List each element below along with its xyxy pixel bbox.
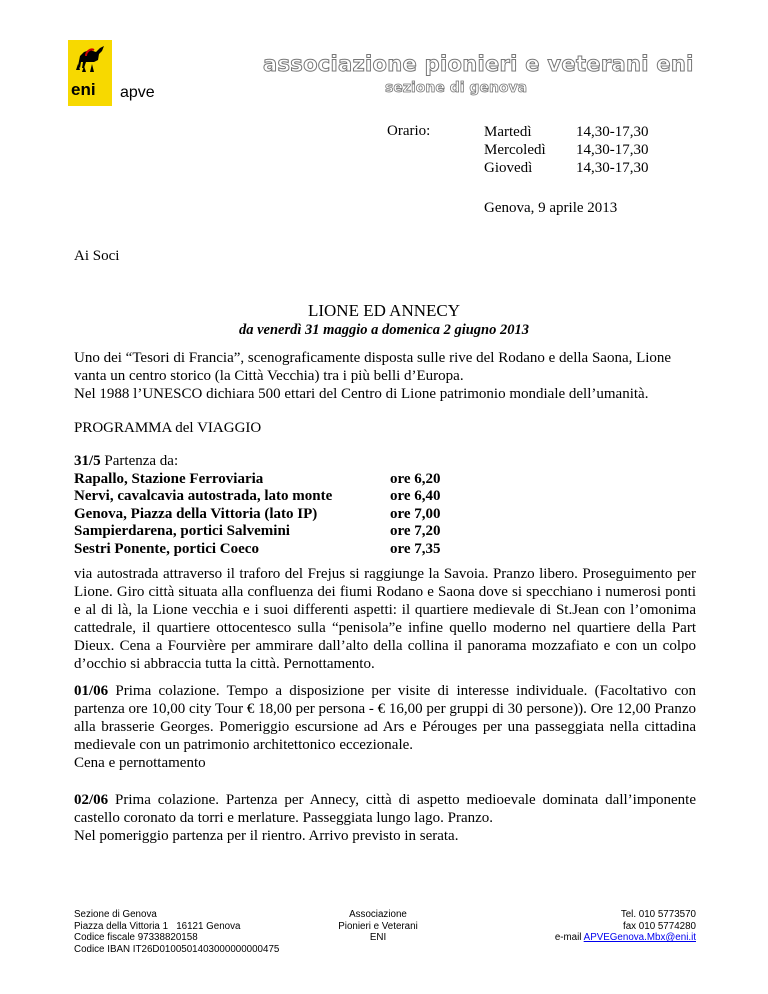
schedule-table [484, 123, 649, 177]
letter-date: Genova, 9 aprile 2013 [484, 200, 618, 216]
stop-place: Genova, Piazza della Vittoria (lato IP) [74, 505, 318, 522]
day3-text: Prima colazione. Partenza per Annecy, città di aspetto medioevale dominata dall’imponente castello coronato da torri e merlature. Passeggiata lungo lago. Pranzo. [74, 792, 696, 826]
footer-line: Pionieri e Veterani [338, 920, 418, 932]
stop-place: Sestri Ponente, portici Coeco [74, 540, 259, 557]
footer-contacts [520, 909, 696, 944]
departure-list [74, 453, 441, 558]
stop-place: Nervi, cavalcavia autostrada, lato monte [74, 488, 333, 504]
footer-line: Codice fiscale 97338820158 [74, 932, 198, 943]
departure-heading [74, 453, 441, 471]
day3-date: 02/06 [74, 792, 109, 808]
footer-address [74, 909, 279, 955]
day3-paragraph [74, 791, 696, 845]
departure-stop [74, 541, 441, 559]
schedule-row [484, 159, 649, 177]
logo-eni-text: eni [71, 80, 96, 99]
footer-line: ENI [369, 932, 387, 943]
footer-association [318, 909, 438, 944]
day1-paragraph: via autostrada attraverso il traforo del Frejus si raggiunge la Savoia. Pranzo libero. Proseguimento per Lione. Giro città situata alla confluenza dei fiumi Rodano e Saona dove si specchiano i numerosi ponti e al di là, la Lione vecchia e i suoi differenti aspetti: il quartiere medievale di St.Jean con l’omonima cattedrale, il quartiere ottocentesco sulla “penisola”e infine quello moderno nel quartiere della Part Dieux. Cena a Fourvière per ammirare dall’alto della collina il panorama mozzafiato e con un colpo d’occhio si abbraccia tutta la città. Pernottamento. [74, 566, 696, 672]
footer-line: Associazione [349, 909, 407, 920]
document-title: LIONE ED ANNECY [307, 301, 461, 320]
footer-email-link[interactable]: APVEGenova.Mbx@eni.it [583, 932, 696, 943]
schedule-day: Mercoledì [484, 142, 546, 158]
intro-paragraph [74, 349, 699, 403]
stop-time: ore 7,35 [390, 540, 441, 557]
stop-time: ore 7,20 [390, 523, 441, 539]
schedule-row [484, 123, 649, 141]
organization-subtitle: sezione di genova [385, 80, 528, 96]
schedule-label: Orario: [387, 123, 431, 139]
stop-time: ore 6,40 [390, 488, 441, 504]
day2-extra: Cena e pernottamento [74, 755, 206, 771]
departure-stop [74, 488, 441, 506]
schedule-hours: 14,30-17,30 [576, 124, 649, 140]
footer-phone: Tel. 010 5773570 [620, 909, 696, 920]
recipient: Ai Soci [74, 248, 120, 264]
day3-extra: Nel pomeriggio partenza per il rientro. Arrivo previsto in serata. [74, 828, 459, 844]
document-subtitle: da venerdì 31 maggio a domenica 2 giugno 2013 [239, 322, 529, 338]
departure-stop [74, 471, 441, 489]
schedule-day: Giovedì [484, 160, 533, 176]
intro-line: Nel 1988 l’UNESCO dichiara 500 ettari del Centro di Lione patrimonio mondiale dell’umanità. [74, 386, 649, 402]
stop-place: Rapallo, Stazione Ferroviaria [74, 470, 264, 487]
logo-apve-text: apve [120, 84, 155, 101]
schedule-row [484, 141, 649, 159]
stop-time: ore 6,20 [390, 470, 441, 487]
schedule-day: Martedì [484, 124, 532, 140]
intro-line: Uno dei “Tesori di Francia”, scenograficamente disposta sulle rive del Rodano e della Saona, Lione vanta un centro storico (la Città Vecchia) tra i più belli d’Europa. [74, 350, 672, 384]
eni-apve-logo [68, 40, 168, 106]
departure-stop [74, 523, 441, 541]
day2-text: Prima colazione. Tempo a disposizione per visite di interesse individuale. (Facoltativo con partenza ore 10,00 city Tour € 18,00 per persona - € 16,00 per gruppi di 30 persone)). Ore 12,00 Pranzo alla brasserie Georges. Pomeriggio escursione ad Ars e Pérouges per una passeggiata nella cittadina medievale con un patrimonio architettonico eccezionale. [74, 683, 696, 753]
schedule-hours: 14,30-17,30 [576, 142, 649, 158]
departure-stop [74, 506, 441, 524]
six-legged-dog-logo-icon [68, 40, 112, 78]
day2-paragraph [74, 682, 696, 772]
stop-time: ore 7,00 [390, 505, 441, 522]
footer-line: Piazza della Vittoria 1 16121 Genova [74, 920, 241, 932]
departure-label: Partenza da: [100, 453, 179, 469]
logo-yellow-block [68, 40, 112, 106]
footer-fax: fax 010 5774280 [623, 920, 696, 932]
footer-line: Sezione di Genova [74, 909, 157, 920]
program-heading: PROGRAMMA del VIAGGIO [74, 420, 262, 436]
footer-line: Codice IBAN IT26D0100501403000000000475 [74, 943, 280, 955]
day2-date: 01/06 [74, 683, 109, 699]
schedule-hours: 14,30-17,30 [576, 160, 649, 176]
stop-place: Sampierdarena, portici Salvemini [74, 523, 290, 539]
departure-date: 31/5 [74, 453, 101, 469]
organization-title: associazione pionieri e veterani eni [263, 52, 694, 76]
footer-email-label: e-mail [554, 932, 584, 943]
